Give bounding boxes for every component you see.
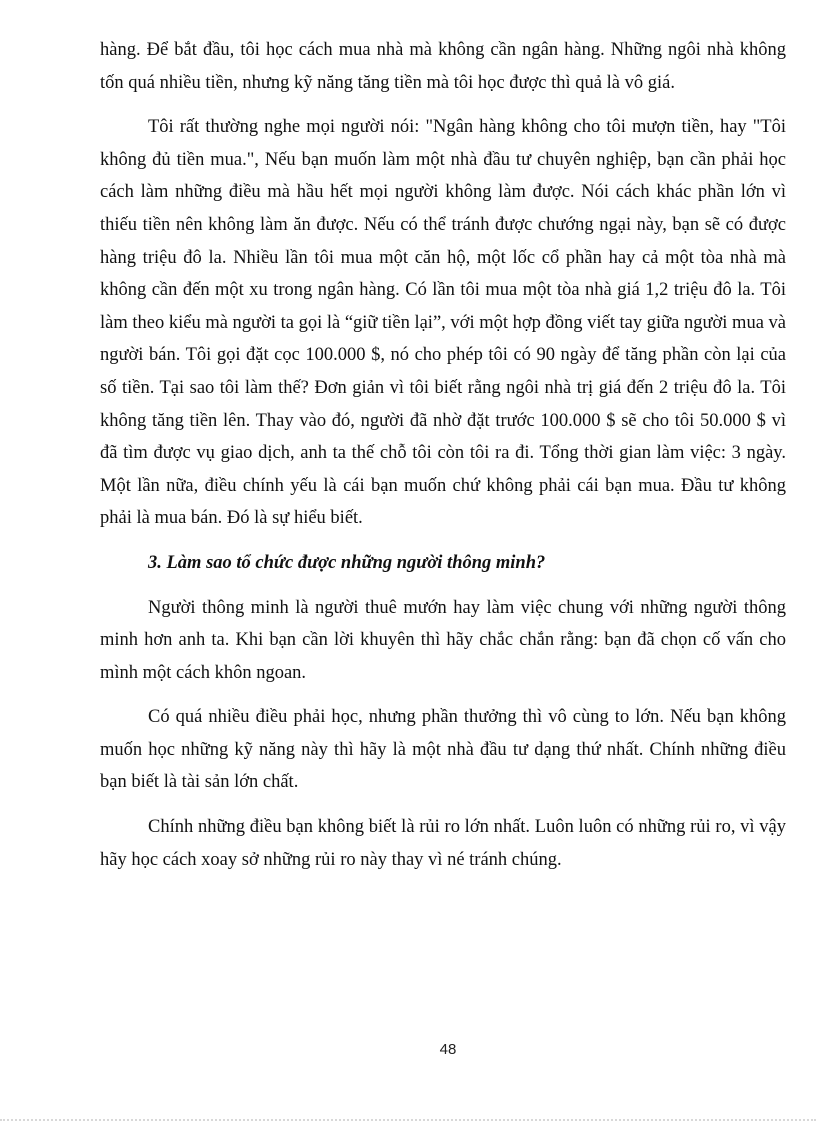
page-body <box>100 34 786 888</box>
page-bottom-divider <box>0 1119 816 1121</box>
paragraph-rewards: Có quá nhiều điều phải học, nhưng phần thưởng thì vô cùng to lớn. Nếu bạn không muốn học những kỹ năng này thì hãy là một nhà đầu tư dạng thứ nhất. Chính những điều bạn biết là tài sản lớn chất. <box>100 707 786 793</box>
section-heading: 3. Làm sao tổ chức được những người thông minh? <box>148 552 546 573</box>
page-number: 48 <box>439 1041 457 1058</box>
paragraph-smart-people: Người thông minh là người thuê mướn hay làm việc chung với những người thông minh hơn anh ta. Khi bạn cần lời khuyên thì hãy chắc chắn rằng: bạn đã chọn cố vấn cho mình một cách khôn ngoan. <box>100 597 786 683</box>
paragraph-bank-story: Tôi rất thường nghe mọi người nói: "Ngân hàng không cho tôi mượn tiền, hay "Tôi không đủ tiền mua.", Nếu bạn muốn làm một nhà đầu tư chuyên nghiệp, bạn cần phải học cách làm những điều mà hầu hết mọi người không làm được. Nói cách khác phần lớn vì thiếu tiền nên không làm ăn được. Nếu có thể tránh được chướng ngại này, bạn sẽ có được hàng triệu đô la. Nhiều lần tôi mua một căn hộ, một lốc cổ phần hay cả một tòa nhà mà không cần đến một xu trong ngân hàng. Có lần tôi mua một tòa nhà giá 1,2 triệu đô la. Tôi làm theo kiểu mà người ta gọi là “giữ tiền lại”, với một hợp đồng viết tay giữa người mua và người bán. Tôi gọi đặt cọc 100.000 $, nó cho phép tôi có 90 ngày để tăng phần còn lại của số tiền. Tại sao tôi làm thế? Đơn giản vì tôi biết rằng ngôi nhà trị giá đến 2 triệu đô la. Tôi không tăng tiền lên. Thay vào đó, người đã nhờ đặt trước 100.000 $ sẽ cho tôi 50.000 $ vì đã tìm được vụ giao dịch, anh ta thế chỗ tôi còn tôi ra đi. Tổng thời gian làm việc: 3 ngày. Một lần nữa, điều chính yếu là cái bạn muốn chứ không phải cái bạn mua. Đầu tư không phải là mua bán. Đó là sự hiểu biết. <box>100 117 786 529</box>
paragraph-continued: hàng. Để bắt đầu, tôi học cách mua nhà mà không cần ngân hàng. Những ngôi nhà không tốn quá nhiều tiền, nhưng kỹ năng tăng tiền mà tôi học được thì quả là vô giá. <box>100 40 786 93</box>
paragraph-risks: Chính những điều bạn không biết là rủi ro lớn nhất. Luôn luôn có những rủi ro, vì vậy hãy học cách xoay sở những rủi ro này thay vì né tránh chúng. <box>100 817 786 870</box>
